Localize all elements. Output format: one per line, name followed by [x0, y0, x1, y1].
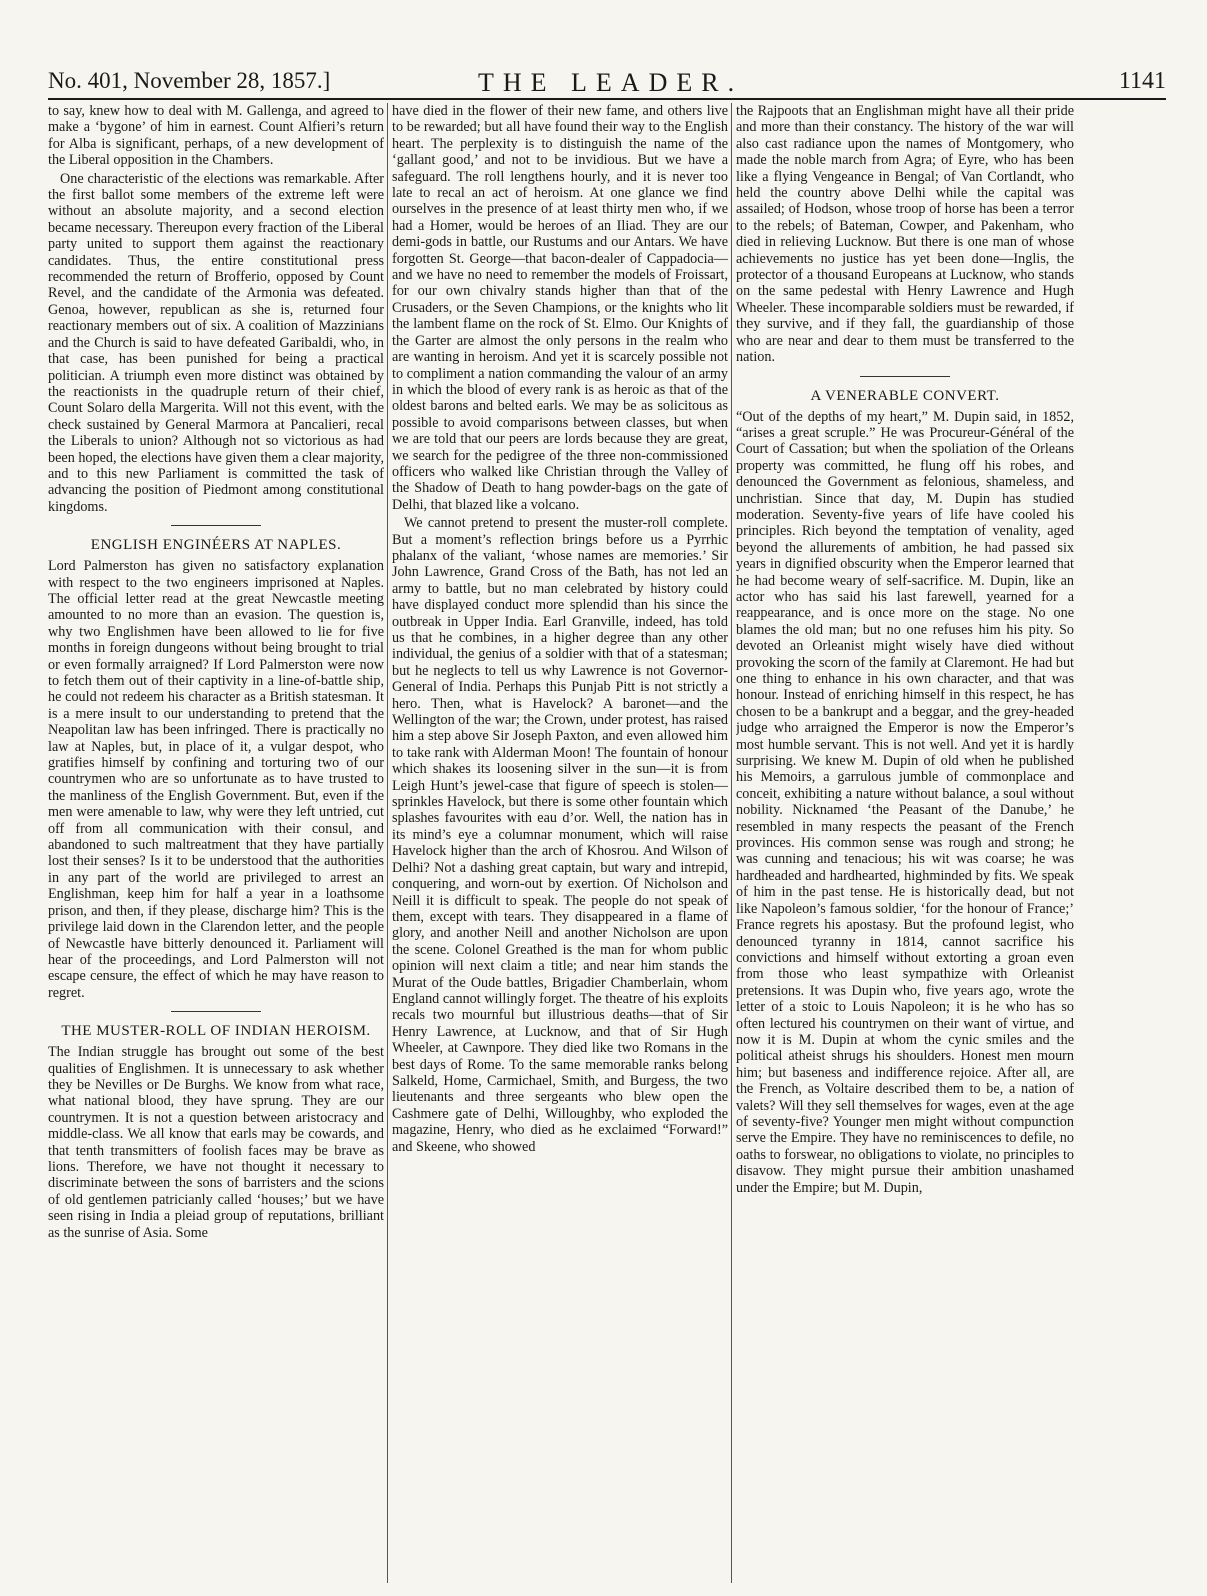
- convert-paragraph: “Out of the depths of my heart,” M. Dupin said, in 1852, “arises a great scruple.” He was Procureur-Général of the Court of Cassation; but when the spoliation of the Orleans property was committed, he flung off his robes, and denounced the Government as felonious, shameless, and unchristian. Since that day, M. Dupin has studied moderation. Seventy-five years of life have cooled his principles. Rich beyond the temptation of venality, aged beyond the allurements of ambition, he had passed six years in dignified obscurity when the Emperor learned that he had become weary of self-sacrifice. M. Dupin, like an actor who has said his last farewell, yearned for a reappearance, and is once more on the stage. No one blames the old man; but no one refuses him his pity. So devoted an Orleanist might wisely have died without provoking the scorn of the family at Claremont. He had but one thing to enhance in his own character, and that was honour. Instead of enriching himself in this respect, he has chosen to be a bankrupt and a beggar, and the grey-headed judge who arraigned the Emperor is now the Emperor’s most humble servant. This is not well. And yet it is hardly surprising. We knew M. Dupin of old when he published his Memoirs, a garrulous jumble of commonplace and conceit, exhibiting a nature without balance, a soul without nobility. Nicknamed ‘the Peasant of the Danube,’ he resembled in many respects the peasant of the French provinces. His common sense was rough and strong; he was cunning and tenacious; his wit was coarse; he was hardheaded and hardhearted, highminded by fits. We speak of him in the past tense. He is historically dead, but not like Napoleon’s famous soldier, ‘for the honour of France;’ France regrets his apostasy. But the profound legist, who denounced tyranny in 1814, cannot sacrifice his convictions and himself without extorting a groan even from those who least sympathize with Orleanist pretensions. It was Dupin who, five years ago, wrote the letter of a stoic to Louis Napoleon; it is he who has so often lectured his countrymen on their want of virtue, and now it is M. Dupin at whom the cynic smiles and the political atheist shrugs his shoulders. Honest men mourn him; but baseness and indifference rejoice. After all, are the French, as Voltaire described them to be, a nation of valets? Will they sell themselves for wages, even at the age of seventy-five? Younger men might without compunction serve the Empire. They have no reminiscences to defile, no oaths to forswear, no obligations to violate, no principles to disavow. They might pursue their ambition unashamed under the Empire; but M. Dupin,: [736, 408, 1074, 1196]
- col2-paragraph-1: have died in the flower of their new fame, and others live to be rewarded; but all have found their way to the English heart. The perplexity is to distinguish the name of the ‘gallant good,’ and not to be invidious. But we have a safeguard. The roll lengthens hourly, and it is never too late to recal an act of heroism. At one glance we find ourselves in the presence of at least thirty men who, if we had a Homer, would be heroes of an Iliad. They are our demi-gods in battle, our Rustums and our Antars. We have forgotten St. George—that bacon-dealer of Cappadocia—and we have no need to remember the models of Froissart, for our own chivalry stands higher than that of the Crusaders, or the Seven Champions, or the knights who lit the lambent flame on the rock of St. Elmo. Our Knights of the Garter are almost the only persons in the realm who are wanting in heroism. And yet it is scarcely possible not to compliment a nation commanding the valour of an army in which the blood of every rank is as heroic as that of the oldest barons and belted earls. We may be as solicitous as possible to avoid comparisons between classes, but when we are told that our peers are lords because they are great, we search for the pedigree of the three non-commissioned officers who walked like Christian through the Valley of the Shadow of Death to hang powder-bags on the gate of Delhi, that blazed like a volcano.: [392, 103, 728, 513]
- section-divider: [171, 525, 261, 526]
- heading-indian-heroism: THE MUSTER-ROLL OF INDIAN HEROISM.: [61, 1023, 371, 1040]
- heroism-paragraph: The Indian struggle has brought out some of the best qualities of Englishmen. It is unnecessary to ask whether they be Nevilles or De Burghs. We know from what race, what national blood, they have sprung. They are our countrymen. It is not a question between aristocracy and middle-class. We all know that earls may be cowards, and that tenth transmitters of foolish faces may be brave as lions. Therefore, we have not thought it necessary to discriminate between the sons of barristers and the scions of old gentlemen patricianly called ‘houses;’ but we have seen rising in India a pleiad group of reputations, brilliant as the sunrise of Asia. Some: [48, 1044, 384, 1241]
- engineers-paragraph: Lord Palmerston has given no satisfactory explanation with respect to the two engineers imprisoned at Naples. The official letter read at the great Newcastle meeting amounted to no more than an evasion. The question is, why two Englishmen have been allowed to lie for five months in foreign dungeons without being brought to trial or even formally arraigned? If Lord Palmerston were now to fetch them out of their captivity in a line-of-battle ship, he could not redeem his character as a British statesman. It is a mere insult to our understanding to pretend that the Neapolitan law has been infringed. There is practically no law at Naples, but, in place of it, a vulgar despot, who gratifies himself by confining and torturing two of our countrymen who are so unfortunate as to have trusted to the manliness of the English Government. But, even if the men were amenable to law, why were they left untried, cut off from all communication with their consul, and abandoned to such maltreatment that they have partially lost their senses? Is it to be understood that the authorities in any part of the world are privileged to arrest an Englishman, keep him for half a year in a loathsome prison, and then, if they please, discharge him? This is the privilege laid down in the Clarendon letter, and the people of Newcastle have bitterly denounced it. Parliament will hear of the proceedings, and Lord Palmerston will not escape censure, the effect of which he may have reason to regret.: [48, 558, 384, 1001]
- column-rule-2: [731, 103, 732, 1583]
- newspaper-title: THE LEADER.: [478, 68, 744, 97]
- page-number: 1141: [1118, 68, 1166, 94]
- section-divider: [860, 376, 950, 377]
- heading-venerable-convert: A VENERABLE CONVERT.: [810, 387, 1000, 404]
- column-1: [48, 103, 384, 1583]
- col3-paragraph-1: the Rajpoots that an Englishman might have all their pride and more than their constancy. The history of the war will also cast radiance upon the names of Montgomery, who made the noble march from Agra; of Eyre, who has been like a flying Vengeance in Bengal; of Van Cortlandt, who held the country above Delhi while the capital was assailed; of Hodson, whose troop of horse has been a terror to the rebels; of Bateman, Cowper, and Pakenham, who died in relieving Lucknow. But there is one man of whose achievements no justice has yet been done—Inglis, the protector of a thousand Europeans at Lucknow, who stands on the same pedestal with Henry Lawrence and Hugh Wheeler. These incomparable soldiers must be rewarded, if they survive, and if they fall, the guardianship of those who are near and dear to them must be transferred to the nation.: [736, 103, 1074, 366]
- issue-line: No. 401, November 28, 1857.]: [48, 68, 331, 93]
- column-3: [736, 103, 1074, 1583]
- col2-paragraph-2: We cannot pretend to present the muster-roll complete. But a moment’s reflection brings before us a Pyrrhic phalanx of the valiant, ‘whose names are memories.’ Sir John Lawrence, Grand Cross of the Bath, has not led an army to battle, but no man celebrated by history could have displayed conduct more splendid than his since the outbreak in Upper India. Earl Granville, indeed, has told us that he combines, in a higher degree than any other individual, the genius of a soldier with that of a statesman; but he neglects to tell us why Lawrence is not Governor-General of India. Perhaps this Punjab Pitt is not strictly a hero. Then, what is Havelock? A baronet—and the Wellington of the war; the Crown, under protest, has raised him a step above Sir Joseph Paxton, and even allowed him to take rank with Alderman Moon! The fountain of honour which shakes its loosening silver in the sun—it is from Leigh Hunt’s jewel-case that figure of speech is stolen—sprinkles Havelock, but there is some other fountain which splashes favourites with eau d’or. Well, the nation has in its mind’s eye a columnar monument, which will raise Havelock higher than the arch of Khosrou. And Wilson of Delhi? Not a dashing great captain, but wary and intrepid, conquering, and worn-out by exertion. Of Nicholson and Neill it is difficult to speak. The people do not speak of them, except with tears. They disappeared in a flame of glory, and another Neill and another Nicholson are upon the scene. Colonel Greathed is the man for whom public opinion will next claim a title; and near him stands the Murat of the Oude battles, Brigadier Chamberlain, whom England cannot willingly forget. The theatre of his exploits recals two mournful but illustrious deaths—that of Sir Henry Lawrence, at Lucknow, and that of Sir Hugh Wheeler, at Cawnpore. They died like two Romans in the best days of Rome. To the same memorable ranks belong Salkeld, Home, Carmichael, Smith, and Burgess, the two lieutenants and three sergeants who blew open the Cashmere gate of Delhi, Willoughby, who exploded the magazine, Henry, who died as he exclaimed “Forward!” and Skeene, who showed: [392, 515, 728, 1155]
- column-2: [392, 103, 728, 1583]
- heading-english-engineers: ENGLISH ENGINÉERS AT NAPLES.: [90, 537, 342, 554]
- column-rule-1: [387, 103, 388, 1583]
- col1-paragraph-1: to say, knew how to deal with M. Gallenga, and agreed to make a ‘bygone’ of him in earnest. Count Alfieri’s return for Alba is significant, perhaps, of a new development of the Liberal opposition in the Chambers.: [48, 103, 384, 169]
- masthead: [48, 62, 1166, 100]
- col1-paragraph-2: One characteristic of the elections was remarkable. After the first ballot some members of the extreme left were without an absolute majority, and a second election became necessary. Thereupon every fraction of the Liberal party united to support them against the reactionary candidates. Thus, the entire constitutional press recommended the return of Brofferio, opposed by Count Revel, and the candidate of the Armonia was defeated. Genoa, however, republican as she is, returned four reactionary members out of six. A coalition of Mazzinians and the Church is said to have defeated Garibaldi, who, in that case, has been punished for being a practical politician. A triumph even more distinct was obtained by the reactionists in the quadruple return of their chief, Count Solaro della Margerita. Will not this event, with the check sustained by General Marmora at Pancalieri, recal the Liberals to union? Although not so victorious as had been hoped, the elections have given them a clear majority, and to this new Parliament is committed the task of advancing the position of Piedmont among constitutional kingdoms.: [48, 170, 384, 515]
- section-divider: [171, 1011, 261, 1012]
